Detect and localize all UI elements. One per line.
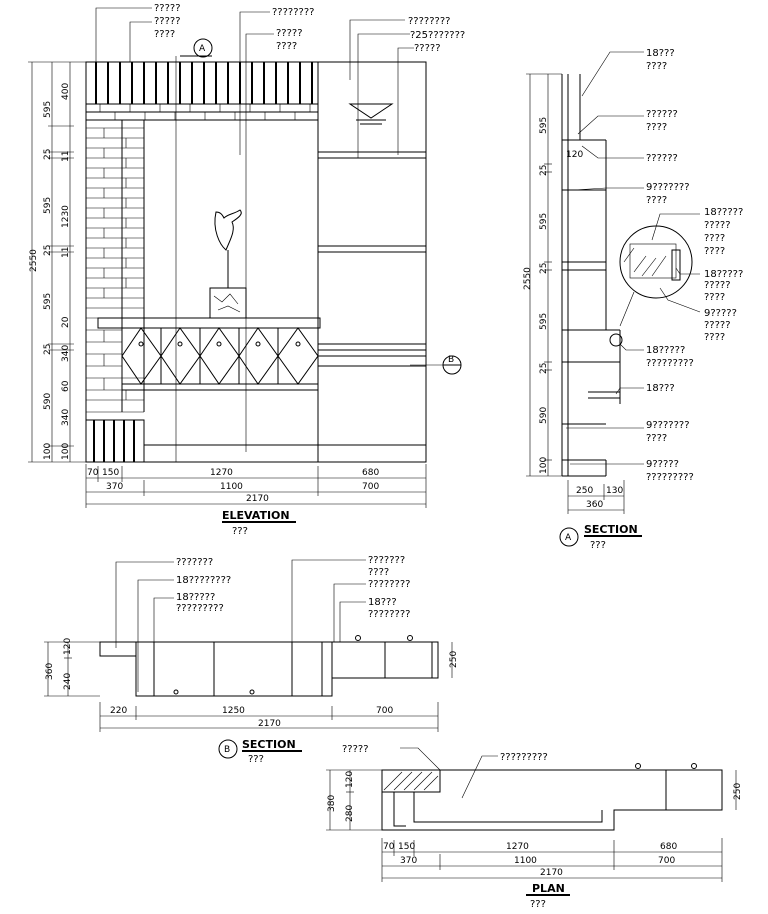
section-marker-b-elev — [410, 355, 461, 374]
elev-idim-340a: 340 — [61, 344, 71, 362]
sa-callout-19: ????????? — [646, 358, 694, 369]
sa-callout-12: 18????? — [704, 269, 744, 280]
elev-bdim-1270: 1270 — [210, 468, 233, 478]
plan-title: PLAN — [532, 882, 565, 895]
sb-callout-6: ???? — [368, 567, 390, 578]
elev-callout-2: ????? — [154, 16, 181, 27]
section-a-drawing — [523, 48, 743, 551]
elev-dim-25b: 25 — [43, 244, 53, 256]
elev-dim-25c: 25 — [43, 343, 53, 355]
sb-overall-height: 360 — [45, 662, 55, 680]
plan-drawing — [326, 744, 743, 910]
pendant-lamp — [350, 104, 392, 124]
elev-callout-4: ???????? — [272, 7, 315, 18]
sa-callout-21: 9??????? — [646, 420, 690, 431]
sa-callout-18: 18????? — [646, 345, 686, 356]
elev-callout-3: ???? — [154, 29, 176, 40]
sa-callout-9: ????? — [704, 220, 731, 231]
sb-callout-2: 18???????? — [176, 575, 232, 586]
elev-bdim-680: 680 — [362, 468, 380, 478]
sa-overall-height: 2550 — [523, 267, 533, 290]
sa-bdim-250: 250 — [576, 486, 594, 496]
elev-callout-9: ????? — [414, 43, 441, 54]
section-a-marker-label: A — [199, 44, 206, 54]
elev-idim-400: 400 — [61, 82, 71, 100]
section-a-title: SECTION — [584, 523, 638, 536]
plan-bdim-1270: 1270 — [506, 842, 529, 852]
sa-callout-11: ???? — [704, 246, 726, 257]
sb-bdim-220: 220 — [110, 706, 128, 716]
sb-callout-3: 18????? — [176, 592, 216, 603]
sculpture-ornament — [210, 210, 246, 318]
sa-callout-1: 18??? — [646, 48, 675, 59]
elev-callout-1: ????? — [154, 3, 181, 14]
sb-dim-240: 240 — [63, 672, 73, 690]
top-slats — [96, 62, 312, 104]
sb-callout-7: ???????? — [368, 579, 411, 590]
sa-callout-2: ???? — [646, 61, 668, 72]
plan-bdim-2170: 2170 — [540, 868, 563, 878]
sb-callout-1: ??????? — [176, 557, 214, 568]
plan-bdim-150: 150 — [398, 842, 416, 852]
elev-bdim-70: 70 — [87, 468, 99, 478]
plan-callout-1: ????? — [342, 744, 369, 755]
sa-callout-6: 9??????? — [646, 182, 690, 193]
sb-bdim-1250: 1250 — [222, 706, 245, 716]
sa-dim-595a: 595 — [539, 116, 549, 134]
plan-bdim-370: 370 — [400, 856, 418, 866]
sa-callout-16: ????? — [704, 320, 731, 331]
sa-callout-10: ???? — [704, 233, 726, 244]
section-b-subtitle: ??? — [248, 754, 264, 765]
section-b-title: SECTION — [242, 738, 296, 751]
sb-callout-8: 18??? — [368, 597, 397, 608]
sb-dim-120: 120 — [63, 637, 73, 655]
elev-idim-11a: 11 — [61, 150, 71, 162]
plan-dimensions — [326, 770, 743, 882]
plan-bdim-70: 70 — [383, 842, 395, 852]
elevation-drawing — [28, 3, 465, 537]
section-b-drawing — [44, 555, 459, 765]
elev-bdim-1100: 1100 — [220, 482, 243, 492]
section-b-marker: B — [224, 745, 231, 755]
section-a-left-dimensions — [523, 74, 562, 476]
section-a-bottom-dimensions — [568, 480, 624, 514]
elev-callout-8: ?25??????? — [410, 30, 466, 41]
elev-idim-11b: 11 — [61, 246, 71, 258]
brick-band — [86, 104, 318, 120]
bottom-left-slats — [86, 420, 144, 462]
sa-dim-595c: 595 — [539, 312, 549, 330]
elev-dim-100: 100 — [43, 442, 53, 460]
elev-idim-20: 20 — [61, 316, 71, 328]
sb-callout-5: ??????? — [368, 555, 406, 566]
sa-dim-590: 590 — [539, 406, 549, 424]
left-brick-column — [86, 120, 144, 412]
sa-callout-20: 18??? — [646, 383, 675, 394]
sa-dim-25a: 25 — [539, 164, 549, 176]
elevation-left-dimensions — [28, 62, 86, 462]
plan-bdim-680: 680 — [660, 842, 678, 852]
sa-callout-24: ????????? — [646, 472, 694, 483]
section-marker-a-elev — [180, 39, 212, 57]
sa-dim-100: 100 — [539, 456, 549, 474]
elev-idim-60: 60 — [61, 380, 71, 392]
elev-overall-height: 2550 — [29, 249, 39, 272]
section-a-subtitle: ??? — [590, 540, 606, 551]
elev-callout-7: ???????? — [408, 16, 451, 27]
sa-callout-23: 9????? — [646, 459, 679, 470]
sb-callout-4: ????????? — [176, 603, 224, 614]
elevation-subtitle: ??? — [232, 526, 248, 537]
sa-callout-8: 18????? — [704, 207, 744, 218]
plan-dim-250: 250 — [733, 782, 743, 800]
section-a-marker: A — [565, 533, 572, 543]
elev-dim-25a: 25 — [43, 148, 53, 160]
section-b-marker-label: B — [448, 355, 455, 365]
elev-callout-6: ???? — [276, 41, 298, 52]
elevation-title: ELEVATION — [222, 509, 290, 522]
elev-bdim-2170: 2170 — [246, 494, 269, 504]
sa-callout-14: ???? — [704, 292, 726, 303]
plan-bdim-1100: 1100 — [514, 856, 537, 866]
plan-hatch — [384, 772, 438, 790]
plan-dim-280: 280 — [345, 804, 355, 822]
elev-callout-5: ????? — [276, 28, 303, 39]
plan-bdim-700: 700 — [658, 856, 676, 866]
sa-callout-5: ?????? — [646, 153, 678, 164]
sa-callout-22: ???? — [646, 433, 668, 444]
sa-callout-4: ???? — [646, 122, 668, 133]
sa-callout-13: ????? — [704, 280, 731, 291]
elev-dim-590: 590 — [43, 392, 53, 410]
sa-bdim-130: 130 — [606, 486, 624, 496]
lower-cabinet-doors — [122, 328, 318, 390]
elevation-bottom-dimensions — [86, 464, 426, 508]
elev-idim-1230: 1230 — [61, 205, 71, 228]
sb-dim-250: 250 — [449, 650, 459, 668]
sa-callout-15: 9????? — [704, 308, 737, 319]
sa-dim-25c: 25 — [539, 362, 549, 374]
section-a-detail-bubble — [620, 226, 692, 326]
elev-dim-595a: 595 — [43, 100, 53, 118]
elev-idim-100: 100 — [61, 442, 71, 460]
sa-dim-595b: 595 — [539, 212, 549, 230]
elev-bdim-700: 700 — [362, 482, 380, 492]
elev-bdim-150: 150 — [102, 468, 120, 478]
plan-overall-height: 380 — [327, 794, 337, 812]
elev-dim-595c: 595 — [43, 292, 53, 310]
right-shelving — [318, 152, 426, 366]
section-b-dimensions — [44, 638, 459, 732]
sa-callout-3: ?????? — [646, 109, 678, 120]
sa-dim-25b: 25 — [539, 262, 549, 274]
elev-idim-340b: 340 — [61, 408, 71, 426]
sb-bdim-700: 700 — [376, 706, 394, 716]
sa-callout-7: ???? — [646, 195, 668, 206]
sb-bdim-2170: 2170 — [258, 719, 281, 729]
elev-bdim-370: 370 — [106, 482, 124, 492]
plan-subtitle: ??? — [530, 899, 546, 910]
plan-callout-2: ????????? — [500, 752, 548, 763]
sa-bdim-360: 360 — [586, 500, 604, 510]
sa-callout-17: ???? — [704, 332, 726, 343]
plan-dim-120: 120 — [345, 770, 355, 788]
sa-dim-120: 120 — [566, 150, 584, 160]
sb-callout-9: ???????? — [368, 609, 411, 620]
elev-dim-595b: 595 — [43, 196, 53, 214]
